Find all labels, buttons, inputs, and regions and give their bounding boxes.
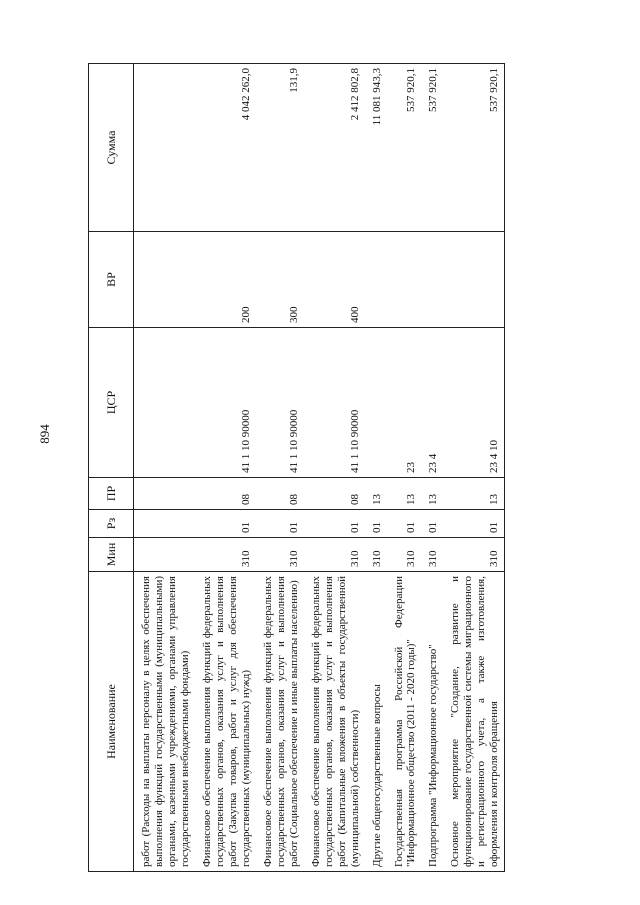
row-sum: 2 412 802,8 xyxy=(304,64,365,232)
row-rz: 01 xyxy=(387,510,422,538)
row-min: 310 xyxy=(443,538,504,572)
row-min: 310 xyxy=(304,538,365,572)
table-row xyxy=(134,64,195,872)
row-csr: 41 1 10 90000 xyxy=(195,328,256,478)
row-name: Другие общегосударственные вопросы xyxy=(365,572,387,872)
table-row xyxy=(387,64,422,872)
table-row xyxy=(365,64,387,872)
row-vr xyxy=(443,232,504,328)
table-row xyxy=(195,64,256,872)
row-name: работ (Расходы на выплаты персоналу в целях обеспечения выполнения функций государственными (муниципальными) органами, казенными учреждениями, органами управления государственными внебюджетными фондами) xyxy=(134,572,195,872)
row-csr: 23 xyxy=(387,328,422,478)
row-min xyxy=(134,538,195,572)
row-pr: 13 xyxy=(421,478,443,510)
row-rz: 01 xyxy=(304,510,365,538)
row-rz: 01 xyxy=(421,510,443,538)
row-sum: 11 081 943,3 xyxy=(365,64,387,232)
row-sum: 537 920,1 xyxy=(443,64,504,232)
row-rz: 01 xyxy=(256,510,304,538)
rotated-page-content xyxy=(88,40,620,872)
row-rz: 01 xyxy=(443,510,504,538)
row-min: 310 xyxy=(256,538,304,572)
row-min: 310 xyxy=(421,538,443,572)
row-min: 310 xyxy=(387,538,422,572)
header-name: Наименование xyxy=(89,572,134,872)
row-vr xyxy=(421,232,443,328)
header-pr: ПР xyxy=(89,478,134,510)
row-sum: 537 920,1 xyxy=(387,64,422,232)
table-row xyxy=(421,64,443,872)
row-vr xyxy=(387,232,422,328)
row-name: Финансовое обеспечение выполнения функций федеральных государственных органов, оказания услуг и выполнения работ (Капитальные вложения в объекты государственной (муниципальной) собственности) xyxy=(304,572,365,872)
header-min: Мин xyxy=(89,538,134,572)
row-csr: 41 1 10 90000 xyxy=(256,328,304,478)
row-vr xyxy=(365,232,387,328)
row-csr xyxy=(134,328,195,478)
row-pr: 08 xyxy=(256,478,304,510)
page-number: 894 xyxy=(37,424,52,444)
table-row xyxy=(443,64,504,872)
row-sum xyxy=(134,64,195,232)
row-csr: 23 4 xyxy=(421,328,443,478)
row-vr xyxy=(134,232,195,328)
row-vr: 300 xyxy=(256,232,304,328)
row-pr: 13 xyxy=(387,478,422,510)
header-rz: Рз xyxy=(89,510,134,538)
row-name: Финансовое обеспечение выполнения функций федеральных государственных органов, оказания услуг и выполнения работ (Социальное обеспечение и иные выплаты населению) xyxy=(256,572,304,872)
table-row xyxy=(304,64,365,872)
header-csr: ЦСР xyxy=(89,328,134,478)
row-name: Подпрограмма "Информационное государство" xyxy=(421,572,443,872)
row-sum: 4 042 262,0 xyxy=(195,64,256,232)
row-pr xyxy=(134,478,195,510)
row-pr: 08 xyxy=(304,478,365,510)
row-rz: 01 xyxy=(195,510,256,538)
row-pr: 08 xyxy=(195,478,256,510)
row-csr: 23 4 10 xyxy=(443,328,504,478)
table-row xyxy=(256,64,304,872)
row-sum: 537 920,1 xyxy=(421,64,443,232)
row-csr: 41 1 10 90000 xyxy=(304,328,365,478)
row-rz xyxy=(134,510,195,538)
row-csr xyxy=(365,328,387,478)
row-pr: 13 xyxy=(365,478,387,510)
row-vr: 200 xyxy=(195,232,256,328)
header-sum: Сумма xyxy=(89,64,134,232)
row-name: Основное мероприятие "Создание, развитие и функционирование государственной системы миграционного и регистрационного учета, а также изготовления, оформления и контроля обращения xyxy=(443,572,504,872)
row-vr: 400 xyxy=(304,232,365,328)
header-vr: ВР xyxy=(89,232,134,328)
budget-table xyxy=(88,63,505,872)
row-name: Финансовое обеспечение выполнения функций федеральных государственных органов, оказания услуг и выполнения работ (Закупка товаров, работ и услуг для обеспечения государственных (муниципальных) нужд) xyxy=(195,572,256,872)
row-min: 310 xyxy=(195,538,256,572)
row-pr: 13 xyxy=(443,478,504,510)
row-name: Государственная программа Российской Федерации "Информационное общество (2011 - 2020 годы)" xyxy=(387,572,422,872)
row-min: 310 xyxy=(365,538,387,572)
row-sum: 131,9 xyxy=(256,64,304,232)
table-header-row xyxy=(89,64,134,872)
row-rz: 01 xyxy=(365,510,387,538)
